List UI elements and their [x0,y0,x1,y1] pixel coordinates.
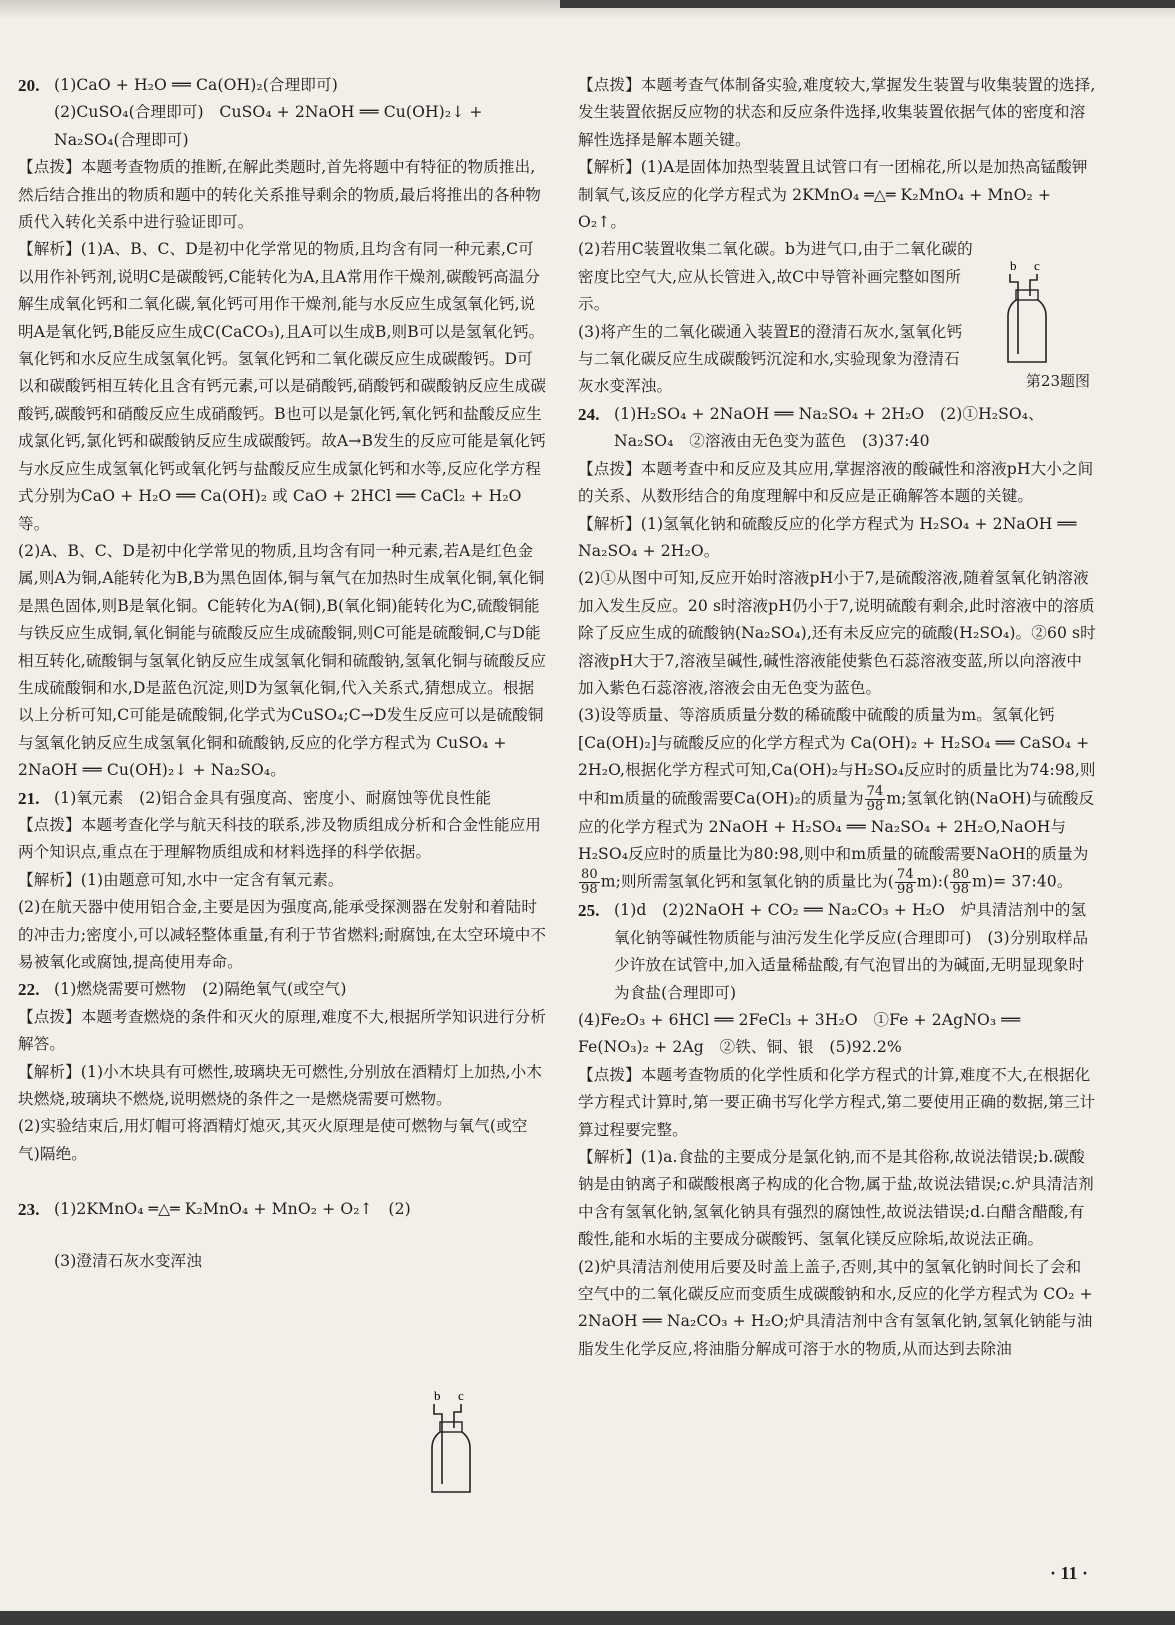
dianbo-note: 【点拨】本题考查物质的化学性质和化学方程式的计算,难度不大,在根据化学方程式计算时,第一要正确书写化学方程式,第二要使用正确的数据,第三计算过程要完整。 [578,1065,1096,1139]
jiexi-paragraph-calc: (3)设等质量、等溶质质量分数的稀硫酸中硫酸的质量为m。氢氧化钙[Ca(OH)₂]与硫酸反应的化学方程式为 Ca(OH)₂ + H₂SO₄ ══ CaSO₄ + 2H₂O,根据化学方程式可知,Ca(OH)₂与H₂SO₄反应时的质量比为74:98,则中和m质量的硫酸需要Ca(OH)₂的质量为 $\frac{74}{98}$ m;氢氧化钠(NaOH)与硫酸反应的化学方程式为 2NaOH + H₂SO₄ ══ Na₂SO₄ + 2H₂O,NaOH与H₂SO₄反应时的质量比为80:98,则中和m质量的硫酸需要NaOH的质量为 $\frac{80}{98}$ m;则所需氢氧化钙和氢氧化钠的质量比为( $\frac{74}{98}$ m):( $\frac{80}{98}$ m)= 37:40。 [578,706,1096,898]
dianbo-note: 【点拨】本题考查化学与航天科技的联系,涉及物质组成分析和合金性能应用两个知识点,重点在于理解物质组成和材料选择的科学依据。 [18,815,541,862]
answer-line: (3)澄清石灰水变浑浊 [54,1251,202,1270]
fraction-74-98-ratio: $\frac{74}{98}$ [896,867,914,898]
fraction-80-98-ratio: $\frac{80}{98}$ [952,867,970,898]
answer-line: (1)d (2)2NaOH + CO₂ ══ Na₂CO₃ + H₂O 炉具清洁剂中的氢氧化钠等碱性物质能与油污发生化学反应(合理即可) (3)分别取样品少许放在试管中,加入适量稀盐酸,有气泡冒出的为碱面,无明显现象时为食盐(合理即可) [614,901,1089,1002]
gas-bottle-figure-answer [428,1388,498,1498]
question-number: 21. [18,788,40,808]
jiexi-paragraph: (2)若用C装置收集二氧化碳。b为进气口,由于二氧化碳的密度比空气大,应从长管进入,故C中导管补画完整如图所示。 [578,240,973,314]
page-number: · 11 · [1050,1563,1089,1583]
answer-line: (4)Fe₂O₃ + 6HCl ══ 2FeCl₃ + 3H₂O ①Fe + 2AgNO₃ ══ Fe(NO₃)₂ + 2Ag ②铁、铜、银 (5)92.2% [578,1011,1021,1057]
label-b: b [1010,258,1017,273]
bottom-scan-edge [0,1611,1175,1625]
question-number: 22. [18,980,40,1000]
answer-line: (1)氧元素 (2)铝合金具有强度高、密度小、耐腐蚀等优良性能 [54,788,492,807]
jiexi-paragraph: (2)A、B、C、D是初中化学常见的物质,且均含有同一种元素,若A是红色金属,则A为铜,A能转化为B,B为黑色固体,铜与氧气在加热时生成氧化铜,氧化铜是黑色固体,则B是氧化铜。C能转化为A(铜),B(氧化铜)能转化为C,硫酸铜能与铁反应生成铜,氧化铜能与硫酸反应生成硫酸铜,则C可能是硫酸铜,C与D能相互转化,硫酸铜与氢氧化钠反应生成氢氧化铜和硫酸钠,氢氧化铜与硫酸反应生成硫酸铜和水,D是蓝色沉淀,则D为氢氧化铜,代入关系式,猜想成立。根据以上分析可知,C可能是硫酸铜,化学式为CuSO₄;C→D发生反应可以是硫酸铜与氢氧化钠反应生成氢氧化铜和硫酸钠,反应的化学方程式为 CuSO₄ + 2NaOH ══ Cu(OH)₂↓ + Na₂SO₄。 [18,541,547,780]
fraction-80-98: $\frac{80}{98}$ [581,867,598,898]
left-column [18,72,548,1275]
answer-line: (1)CaO + H₂O ══ Ca(OH)₂(合理即可) [54,76,338,94]
gas-bottle-icon [990,258,1090,370]
jiexi-paragraph: 【解析】(1)A、B、C、D是初中化学常见的物质,且均含有同一种元素,C可以用作补钙剂,说明C是碳酸钙,C能转化为A,且A常用作干燥剂,碳酸钙高温分解生成氧化钙和二氧化碳,氧化钙可用作干燥剂,能与水反应生成氢氧化钙,说明A是氧化钙,B能反应生成C(CaCO₃),且A可以生成B,则B可以是氢氧化钙。氧化钙和水反应生成氢氧化钙。氢氧化钙和二氧化碳反应生成碳酸钙。D可以和碳酸钙相互转化且含有钙元素,可以是硝酸钙,硝酸钙和碳酸钠反应生成碳酸钙,碳酸钙和硝酸反应生成硝酸钙。B也可以是氯化钙,氧化钙和盐酸反应生成氯化钙,氯化钙和碳酸钠反应生成碳酸钙。故A→B发生的反应可能是氧化钙与水反应生成氢氧化钙或氧化钙与盐酸反应生成氯化钙和水等,反应化学方程式分别为CaO + H₂O ══ Ca(OH)₂ 或 CaO + 2HCl ══ CaCl₂ + H₂O等。 [18,240,547,533]
figure-23 [990,258,1090,391]
question-22 [18,976,548,1003]
jiexi-paragraph: (2)实验结束后,用灯帽可将酒精灯熄灭,其灭火原理是使可燃物与氧气(或空气)隔绝。 [18,1117,528,1163]
figure-caption: 第23题图 [1025,372,1090,390]
question-20 [18,72,548,154]
answer-line: (1)燃烧需要可燃物 (2)隔绝氧气(或空气) [54,980,347,999]
answer-line: (2)CuSO₄(合理即可) CuSO₄ + 2NaOH ══ Cu(OH)₂↓ + Na₂SO₄(合理即可) [54,103,483,149]
gas-bottle-icon [428,1388,498,1498]
jiexi-paragraph: (3)将产生的二氧化碳通入装置E的澄清石灰水,氢氧化钙与二氧化碳反应生成碳酸钙沉淀和水,实验现象为澄清石灰水变浑浊。 [578,322,963,396]
label-c: c [1034,258,1040,273]
jiexi-paragraph: 【解析】(1)小木块具有可燃性,玻璃块无可燃性,分别放在酒精灯上加热,小木块燃烧,玻璃块不燃烧,说明燃烧的条件之一是燃烧需要可燃物。 [18,1062,543,1109]
jiexi-paragraph: (2)①从图中可知,反应开始时溶液pH小于7,是硫酸溶液,随着氢氧化钠溶液加入发生反应。20 s时溶液pH仍小于7,说明硫酸有剩余,此时溶液中的溶质除了反应生成的硫酸钠(Na₂SO₄),还有未反应完的硫酸(H₂SO₄)。②60 s时溶液pH大于7,溶液呈碱性,碱性溶液能使紫色石蕊溶液变蓝,所以向溶液中加入紫色石蕊溶液,溶液会由无色变为蓝色。 [578,569,1096,697]
answer-line: (1)H₂SO₄ + 2NaOH ══ Na₂SO₄ + 2H₂O (2)①H₂SO₄、Na₂SO₄ ②溶液由无色变为蓝色 (3)37:40 [614,404,1044,451]
question-number: 20. [18,76,40,95]
label-c: c [458,1388,464,1403]
jiexi-paragraph: 【解析】(1)由题意可知,水中一定含有氧元素。 [18,870,344,889]
answer-line: (1)2KMnO₄ ═△═ K₂MnO₄ + MnO₂ + O₂↑ (2) [54,1200,411,1219]
question-number: 23. [18,1200,40,1220]
question-number: 24. [578,404,600,424]
jiexi-paragraph: (2)炉具清洁剂使用后要及时盖上盖子,否则,其中的氢氧化钠时间长了会和空气中的二氧化碳反应而变质生成碳酸钠和水,反应的化学方程式为 CO₂ + 2NaOH ══ Na₂CO₃ + H₂O;炉具清洁剂中含有氢氧化钠,氢氧化钠能与油脂发生化学反应,将油脂分解成可溶于水的物质,从而达到去除油 [578,1257,1093,1358]
jiexi-paragraph: 【解析】(1)氢氧化钠和硫酸反应的化学方程式为 H₂SO₄ + 2NaOH ══ Na₂SO₄ + 2H₂O。 [578,514,1077,560]
question-number: 25. [578,901,600,921]
jiexi-paragraph: (2)在航天器中使用铝合金,主要是因为强度高,能承受探测器在发射和着陆时的冲击力;密度小,可以减轻整体重量,有利于节省燃料;耐腐蚀,在太空环境中不易被氧化或腐蚀,提高使用寿命。 [18,898,547,971]
dianbo-note: 【点拨】本题考查物质的推断,在解此类题时,首先将题中有特征的物质推出,然后结合推出的物质和题中的转化关系推导剩余的物质,最后将推出的各种物质代入转化关系中进行验证即可。 [18,158,541,232]
top-scan-edge [0,0,1175,18]
question-21 [18,785,548,812]
question-23 [18,1196,548,1275]
jiexi-paragraph: 【解析】(1)a.食盐的主要成分是氯化钠,而不是其俗称,故说法错误;b.碳酸钠是由钠离子和碳酸根离子构成的化合物,属于盐,故说法错误;c.炉具清洁剂中含有氢氧化钠,氢氧化钠具有强烈的腐蚀性,故说法错误;d.白醋含醋酸,有酸性,能和水垢的主要成分碳酸钙、氢氧化镁反应除垢,故说法正确。 [578,1148,1094,1249]
dianbo-note: 【点拨】本题考查中和反应及其应用,掌握溶液的酸碱性和溶液pH大小之间的关系、从数形结合的角度理解中和反应是正确解答本题的关键。 [578,459,1094,506]
question-24 [578,401,1096,456]
jiexi-paragraph: 【解析】(1)A是固体加热型装置且试管口有一团棉花,所以是加热高锰酸钾制氧气,该反应的化学方程式为 2KMnO₄ ═△═ K₂MnO₄ + MnO₂ + O₂↑。 [578,158,1088,232]
dianbo-note: 【点拨】本题考查燃烧的条件和灭火的原理,难度不大,根据所学知识进行分析解答。 [18,1007,547,1054]
label-b: b [434,1388,441,1403]
question-25 [578,897,1096,1007]
dianbo-note: 【点拨】本题考查气体制备实验,难度较大,掌握发生装置与收集装置的选择,发生装置依据反应物的状态和反应条件选择,收集装置依据气体的密度和溶解性选择是解本题关键。 [578,76,1096,149]
fraction-74-98: $\frac{74}{98}$ [866,783,884,814]
